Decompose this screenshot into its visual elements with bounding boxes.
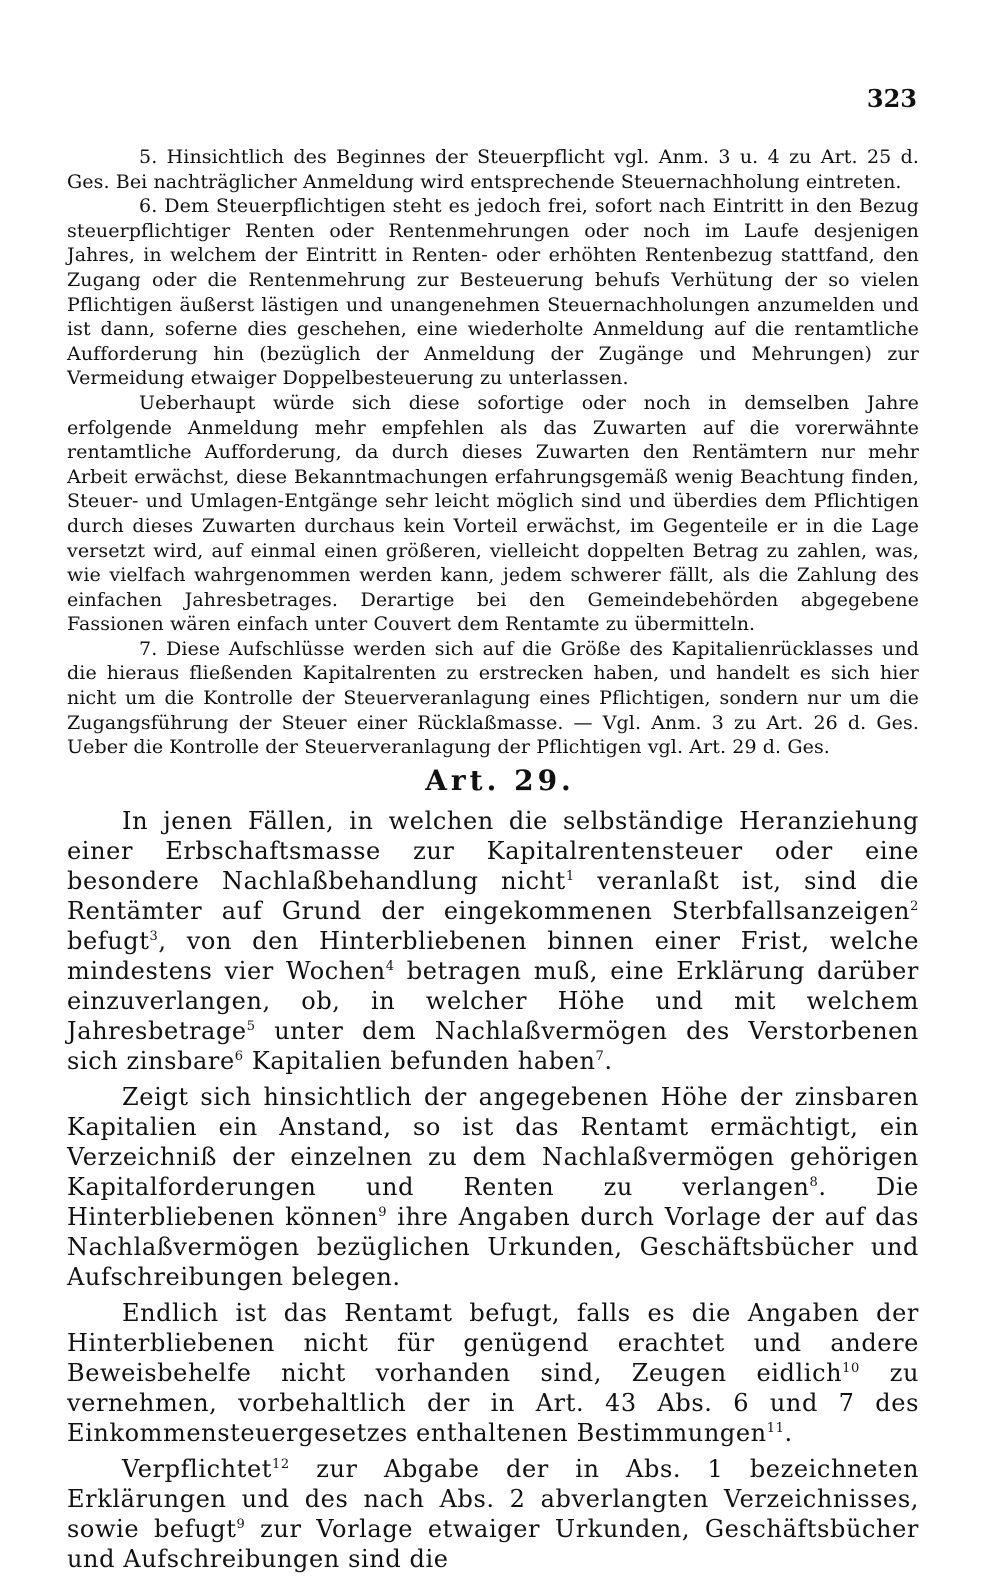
- text-run: .: [604, 1047, 613, 1075]
- text-run: Verpflichtet: [122, 1455, 272, 1483]
- text-run: , von den Hinterbliebenen binnen einer Frist, welche mindestens vier Wochen: [67, 927, 919, 985]
- text-run: unter dem Nachlaßvermögen des Verstorbenen sich zinsbare: [67, 1017, 919, 1075]
- text-run: Zeigt sich hinsichtlich der angegebenen Höhe der zinsbaren Kapitalien ein Anstand, so ist das Rentamt ermächtigt, ein Verzeichniß der einzelnen zu dem Nachlaßvermögen gehörigen Kapitalforderungen und Renten zu verlangen: [67, 1083, 919, 1201]
- page-number: 323: [866, 84, 917, 113]
- article-body: [67, 806, 919, 1580]
- footnote-ref: 1: [565, 869, 575, 884]
- footnote-ref: 9: [236, 1517, 246, 1532]
- article-paragraph-1: [67, 806, 919, 1076]
- text-run: zu vernehmen, vorbehaltlich der in Art. 43 Abs. 6 und 7 des Einkommensteuergesetzes enthaltenen Bestimmungen: [67, 1359, 920, 1447]
- text-run: zur Vorlage etwaiger Urkunden, Geschäftsbücher und Aufschreibungen sind die: [67, 1515, 919, 1573]
- footnote-ref: 8: [809, 1175, 819, 1190]
- text-run: betragen muß, eine Erklärung darüber einzuverlangen, ob, in welcher Höhe und mit welchem Jahresbetrage: [67, 957, 919, 1045]
- note-6: 6. Dem Steuerpflichtigen steht es jedoch frei, sofort nach Eintritt in den Bezug steuerpflichtiger Renten oder Rentenmehrungen oder noch im Laufe desjenigen Jahres, in welchem der Eintritt in Renten- oder erhöhten Rentenbezug stattfand, den Zugang oder die Rentenmehrung zur Besteuerung behufs Verhütung der so vielen Pflichtigen äußerst lästigen und unangenehmen Steuernachholungen anzumelden und ist dann, soferne dies geschehen, eine wiederholte Anmeldung auf die rentamtliche Aufforderung hin (bezüglich der Anmeldung der Zugänge und Mehrungen) zur Vermeidung etwaiger Doppelbesteuerung zu unterlassen.: [67, 195, 919, 390]
- text-run: Endlich ist das Rentamt befugt, falls es die Angaben der Hinterbliebenen nicht für genügend erachtet und andere Beweisbehelfe nicht vorhanden sind, Zeugen eidlich: [67, 1299, 919, 1387]
- text-run: befugt: [67, 927, 150, 955]
- article-heading: Art. 29.: [425, 764, 575, 797]
- text-run: In jenen Fällen, in welchen die selbständige Heranziehung einer Erbschaftsmasse zur Kapitalrentensteuer oder eine besondere Nachlaßbehandlung nicht: [67, 807, 919, 895]
- footnote-ref: 11: [766, 1421, 785, 1436]
- text-run: ihre Angaben durch Vorlage der auf das Nachlaßvermögen bezüglichen Urkunden, Geschäftsbücher und Aufschreibungen belegen.: [67, 1203, 919, 1291]
- text-run: . Die Hinterbliebenen können: [67, 1173, 919, 1231]
- note-5: 5. Hinsichtlich des Beginnes der Steuerpflicht vgl. Anm. 3 u. 4 zu Art. 25 d. Ges. Bei nachträglicher Anmeldung wird entsprechende Steuernachholung eintreten.: [67, 146, 919, 193]
- footnote-ref: 7: [595, 1049, 605, 1064]
- article-paragraph-4: [67, 1454, 919, 1574]
- text-run: veranlaßt ist, sind die Rentämter auf Grund der eingekommenen Sterbfallsanzeigen: [67, 867, 920, 925]
- footnote-ref: 3: [149, 929, 159, 944]
- article-paragraph-2: [67, 1082, 919, 1292]
- text-run: zur Abgabe der in Abs. 1 bezeichneten Erklärungen und des nach Abs. 2 abverlangten Verzeichnisses, sowie befugt: [67, 1455, 919, 1543]
- footnote-ref: 10: [842, 1361, 860, 1376]
- note-7: 7. Diese Aufschlüsse werden sich auf die Größe des Kapitalienrücklasses und die hieraus fließenden Kapitalrenten zu erstrecken haben, und handelt es sich hier nicht um die Kontrolle der Steuerveranlagung eines Pflichtigen, sondern nur um die Zugangsführung der Steuer einer Rücklaßmasse. — Vgl. Anm. 3 zu Art. 26 d. Ges. Ueber die Kontrolle der Steuerveranlagung der Pflichtigen vgl. Art. 29 d. Ges.: [67, 637, 919, 759]
- footnotes-section: [67, 145, 919, 760]
- footnote-ref: 5: [246, 1019, 256, 1034]
- article-paragraph-3: [67, 1298, 919, 1448]
- footnote-ref: 12: [272, 1457, 290, 1472]
- note-6-continued: Ueberhaupt würde sich diese sofortige oder noch in demselben Jahre erfolgende Anmeldung mehr empfehlen als das Zuwarten auf die vorerwähnte rentamtliche Aufforderung, da durch dieses Zuwarten den Rentämtern nur mehr Arbeit erwächst, diese Bekanntmachungen erfahrungsgemäß wenig Beachtung finden, Steuer- und Umlagen-Entgänge sehr leicht möglich sind und überdies dem Pflichtigen durch dieses Zuwarten durchaus kein Vorteil erwächst, im Gegenteile er in die Lage versetzt wird, auf einmal einen größeren, vielleicht doppelten Betrag zu zahlen, was, wie vielfach wahrgenommen werden kann, jedem schwerer fällt, als die Zahlung des einfachen Jahresbetrages. Derartige bei den Gemeindebehörden abgegebene Fassionen wären einfach unter Couvert dem Rentamte zu übermitteln.: [67, 391, 919, 636]
- footnote-ref: 4: [385, 959, 395, 974]
- footnote-ref: 2: [910, 899, 919, 914]
- text-run: .: [784, 1419, 793, 1447]
- footnote-ref: 9: [378, 1205, 388, 1220]
- footnote-ref: 6: [234, 1049, 244, 1064]
- text-run: Kapitalien befunden haben: [243, 1047, 596, 1075]
